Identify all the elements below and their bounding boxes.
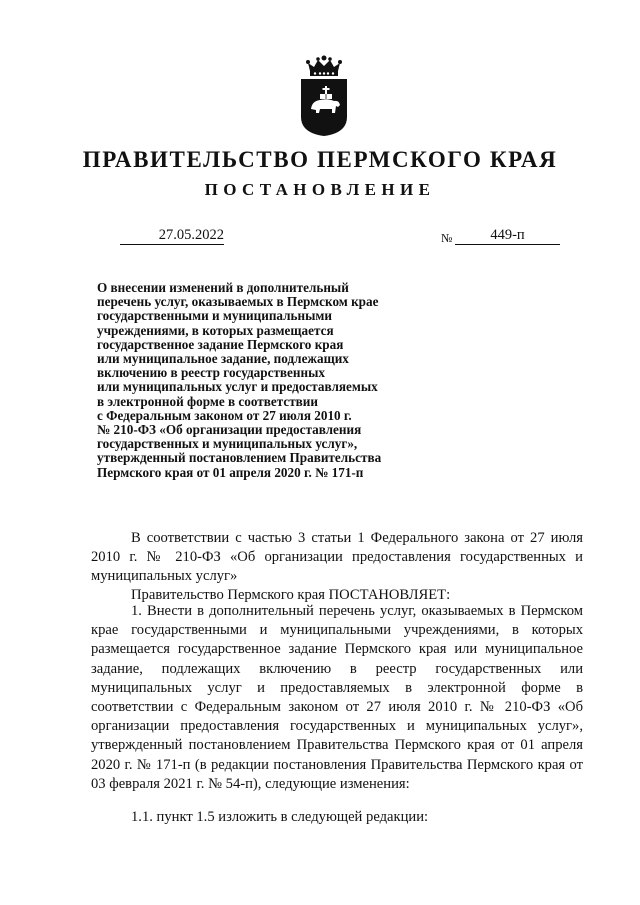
clause-1-text: 1. Внести в дополнительный перечень услуг, оказываемых в Пермском крае государственными и муниципальными учреждениями, в которых размещается государственное задание Пермского края или муниципальное задание, подлежащих включению в реестр государственных или муниципальных услуг и предоставляемых в электронной форме в соответствии с Федеральным законом от 27 июля 2010 г. № 210-ФЗ «Об организации предоставления государственных и муниципальных услуг», утвержденный постановлением Правительства Пермского края от 01 апреля 2020 г. № 171-п (в редакции постановления Правительства Пермского края от 03 февраля 2021 г. № 54-п), следующие изменения: [91, 603, 583, 792]
resolution-text: Правительство Пермского края ПОСТАНОВЛЯЕТ: [131, 587, 451, 603]
subject-line: государственное задание Пермского края [97, 336, 344, 352]
subject-line: Пермского края от 01 апреля 2020 г. № 171-п [97, 464, 364, 480]
subject-line: или муниципальное задание, подлежащих [97, 351, 349, 367]
subject-line: О внесении изменений в дополнительный [97, 280, 349, 295]
subject-line: учреждениями, в которых размещается [97, 322, 334, 338]
document-subject [97, 281, 457, 480]
org-title: ПРАВИТЕЛЬСТВО ПЕРМСКОГО КРАЯ [82, 147, 558, 172]
subject-line: государственных и муниципальных услуг», [97, 436, 358, 452]
preamble-paragraph [91, 529, 583, 587]
document-type: ПОСТАНОВЛЕНИЕ [204, 180, 436, 199]
subject-line: государственными и муниципальными [97, 308, 332, 324]
subject-line: перечень услуг, оказываемых в Пермском крае [97, 294, 379, 310]
clause-1-1-paragraph [91, 808, 583, 827]
clause-1-paragraph [91, 602, 583, 794]
clause-1-1-text: 1.1. пункт 1.5 изложить в следующей редакции: [131, 809, 429, 825]
document-date: 27.05.2022 [120, 226, 224, 245]
subject-line: или муниципальных услуг и предоставляемых [97, 379, 378, 395]
subject-line: № 210-ФЗ «Об организации предоставления [97, 422, 362, 438]
document-number: 449-п [455, 226, 560, 245]
subject-line: включению в реестр государственных [97, 365, 325, 381]
subject-line: с Федеральным законом от 27 июля 2010 г. [97, 407, 352, 423]
preamble-text: В соответствии с частью 3 статьи 1 Федерального закона от 27 июля 2010 г. № 210-ФЗ «Об организации предоставления государственных и муниципальных услуг» [91, 530, 583, 585]
subject-line: в электронной форме в соответствии [97, 393, 318, 409]
perm-krai-coat-of-arms-icon [298, 55, 350, 137]
subject-line: утвержденный постановлением Правительства [97, 450, 382, 466]
number-sign: № [441, 231, 453, 245]
